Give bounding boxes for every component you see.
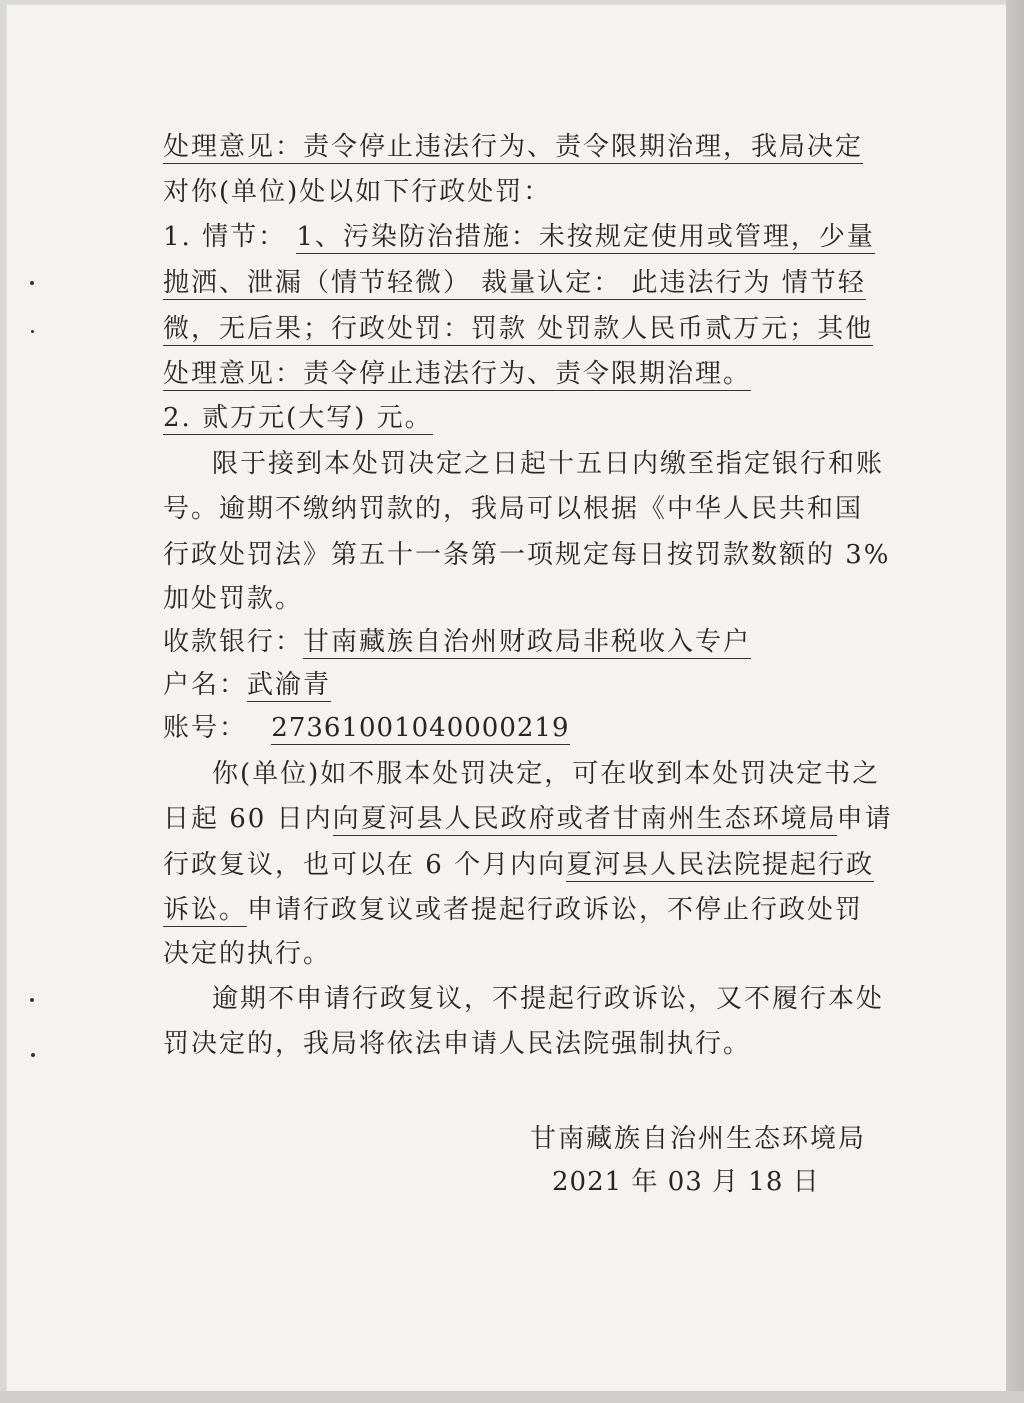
item-1-text-4: 处理意见：责令停止违法行为、责令限期治理。	[163, 359, 752, 389]
bank-label: 收款银行：	[163, 627, 304, 657]
penalty-item-1-line-2	[163, 266, 866, 300]
penalty-item-1-line-3	[163, 312, 873, 346]
appeal-line-2	[163, 802, 893, 836]
account-name-row	[163, 668, 331, 702]
item-2-text: 2. 贰万元(大写) 元。	[163, 403, 433, 433]
decision-text: 处理意见：责令停止违法行为、责令限期治理，我局决定	[163, 132, 864, 162]
appeal-apply: 申请	[836, 804, 893, 834]
decision-line-1	[163, 130, 863, 164]
item-1-prefix: 1. 情节：	[163, 222, 287, 252]
payment-para-line-3: 行政处罚法》第五十一条第一项规定每日按罚款数额的 3%	[163, 540, 891, 570]
penalty-item-1	[163, 220, 875, 254]
appeal-court-end: 诉讼。	[163, 895, 248, 925]
issue-date: 2021 年 03 月 18 日	[552, 1167, 820, 1197]
account-number-row	[163, 711, 570, 745]
payment-para-line-4: 加处罚款。	[163, 584, 304, 614]
appeal-line-4	[163, 893, 863, 927]
appeal-line-1: 你(单位)如不服本处罚决定，可在收到本处罚决定书之	[212, 759, 881, 789]
item-1-text-2: 抛洒、泄漏（情节轻微） 裁量认定： 此违法行为 情节轻	[163, 268, 866, 298]
item-1-text-3: 微，无后果；行政处罚：罚款 处罚款人民币贰万元；其他	[163, 314, 874, 344]
bank-row	[163, 625, 751, 659]
enforcement-line-2: 罚决定的，我局将依法申请人民法院强制执行。	[163, 1029, 752, 1059]
item-1-text: 1、污染防治措施：未按规定使用或管理，少量	[296, 222, 875, 252]
appeal-litigation-deadline: 行政复议，也可以在 6 个月内向	[163, 850, 567, 880]
account-number-value: 27361001040000219	[271, 713, 570, 743]
appeal-authority: 向夏河县人民政府或者甘南州生态环境局	[332, 804, 837, 834]
bank-value: 甘南藏族自治州财政局非税收入专户	[303, 627, 752, 657]
enforcement-line-1: 逾期不申请行政复议，不提起行政诉讼，又不履行本处	[212, 984, 885, 1014]
appeal-deadline: 日起 60 日内	[163, 804, 333, 834]
payment-para-line-1: 限于接到本处罚决定之日起十五日内缴至指定银行和账	[212, 449, 885, 479]
decision-line-2: 对你(单位)处以如下行政处罚：	[163, 177, 552, 207]
account-name-label: 户名：	[163, 670, 248, 700]
appeal-line-3	[163, 848, 874, 882]
appeal-court: 夏河县人民法院提起行政	[566, 850, 875, 880]
account-number-label: 账号：	[163, 713, 248, 743]
penalty-item-2	[163, 401, 433, 435]
appeal-note: 申请行政复议或者提起行政诉讼，不停止行政处罚	[247, 895, 864, 925]
appeal-line-5: 决定的执行。	[163, 939, 332, 969]
account-name-value: 武渝青	[247, 670, 332, 700]
penalty-item-1-line-4	[163, 357, 751, 391]
payment-para-line-2: 号。逾期不缴纳罚款的，我局可以根据《中华人民共和国	[163, 494, 864, 524]
issuing-authority: 甘南藏族自治州生态环境局	[530, 1124, 867, 1154]
